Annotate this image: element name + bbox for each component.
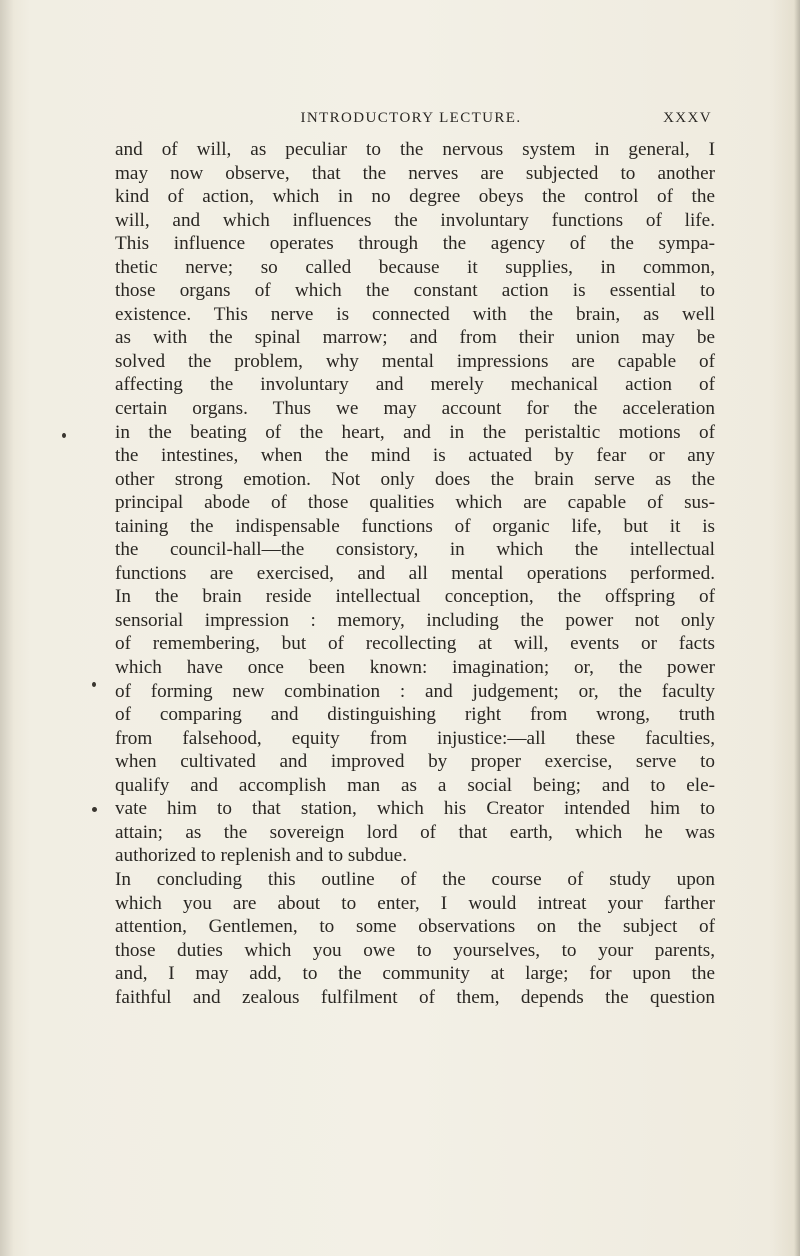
text-line: in the beating of the heart, and in the peristaltic motions of (115, 421, 715, 443)
text-line: of remembering, but of recollecting at will, events or facts (115, 633, 715, 655)
text-line: thetic nerve; so called because it supplies, in common, (115, 256, 715, 278)
margin-speck (62, 433, 66, 438)
text-line: functions are exercised, and all mental operations performed. (115, 562, 715, 584)
margin-speck (92, 807, 97, 812)
text-line: certain organs. Thus we may account for the acceleration (115, 398, 715, 420)
gutter-shadow (0, 0, 14, 1256)
text-line: as with the spinal marrow; and from their union may be (115, 327, 715, 349)
text-line: sensorial impression : memory, including the power not only (115, 609, 715, 631)
text-line: which have once been known: imagination; or, the power (115, 657, 715, 679)
text-line: of forming new combination : and judgement; or, the faculty (115, 680, 715, 702)
text-line: when cultivated and improved by proper exercise, serve to (115, 751, 715, 773)
text-line: and of will, as peculiar to the nervous system in general, I (115, 139, 715, 160)
text-line: faithful and zealous fulfilment of them, depends the question (115, 986, 715, 1008)
page-number: XXXV (663, 110, 712, 126)
text-line: from falsehood, equity from injustice:—all these faculties, (115, 727, 715, 749)
text-line: taining the indispensable functions of organic life, but it is (115, 515, 715, 537)
text-line: kind of action, which in no degree obeys the control of the (115, 186, 715, 208)
text-line: In concluding this outline of the course of study upon (115, 868, 715, 890)
text-line: qualify and accomplish man as a social being; and to ele- (115, 774, 715, 796)
text-line: those organs of which the constant action is essential to (115, 280, 715, 302)
text-line: may now observe, that the nerves are subjected to another (115, 162, 715, 184)
body-text (115, 138, 715, 1009)
paragraph-end-line: authorized to replenish and to subdue. (115, 845, 408, 867)
text-line: of comparing and distinguishing right from wrong, truth (115, 704, 715, 726)
text-line: principal abode of those qualities which are capable of sus- (115, 492, 715, 514)
text-line: attention, Gentlemen, to some observations on the subject of (115, 916, 715, 938)
text-line: existence. This nerve is connected with the brain, as well (115, 303, 715, 325)
text-line: the council-hall—the consistory, in which the intellectual (115, 539, 715, 561)
text-line: vate him to that station, which his Creator intended him to (115, 798, 715, 820)
margin-speck (92, 682, 96, 687)
text-line: affecting the involuntary and merely mechanical action of (115, 374, 715, 396)
page-edge (794, 0, 800, 1256)
running-head (110, 107, 712, 129)
text-line: other strong emotion. Not only does the brain serve as the (115, 468, 715, 490)
text-line: and, I may add, to the community at large; for upon the (115, 963, 715, 985)
text-line: those duties which you owe to yourselves, to your parents, (115, 939, 715, 961)
text-line: the intestines, when the mind is actuated by fear or any (115, 445, 715, 467)
text-line: This influence operates through the agency of the sympa- (115, 233, 715, 255)
text-line: solved the problem, why mental impressions are capable of (115, 350, 715, 372)
text-line: will, and which influences the involuntary functions of life. (115, 209, 715, 231)
text-line: In the brain reside intellectual conception, the offspring of (115, 586, 715, 608)
text-line: attain; as the sovereign lord of that earth, which he was (115, 821, 715, 843)
running-head-title: INTRODUCTORY LECTURE. (300, 110, 522, 126)
text-line: which you are about to enter, I would intreat your farther (115, 892, 715, 914)
